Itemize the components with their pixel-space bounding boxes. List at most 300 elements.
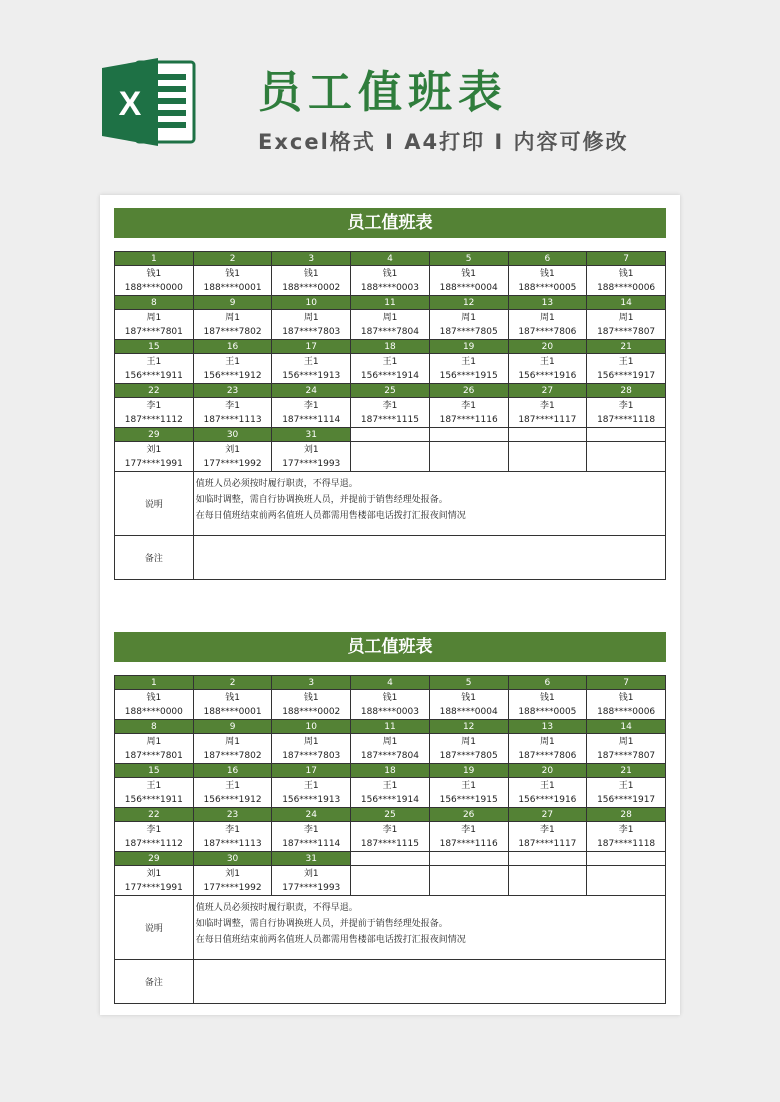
day-number-row [115, 852, 666, 866]
staff-name: 钱1 [146, 268, 162, 279]
day-number: 22 [115, 384, 194, 398]
staff-phone: 188****0001 [203, 706, 262, 717]
staff-name: 钱1 [382, 268, 398, 279]
duty-cell[interactable] [508, 266, 587, 296]
staff-name: 王1 [303, 780, 319, 791]
promo-banner [0, 0, 780, 190]
duty-sheet-2 [114, 632, 666, 1004]
staff-name: 周1 [303, 736, 319, 747]
day-number: 2 [193, 252, 272, 266]
duty-cell[interactable] [429, 866, 508, 896]
duty-cell[interactable] [508, 778, 587, 808]
duty-cell[interactable] [115, 734, 194, 764]
duty-cell[interactable] [193, 310, 272, 340]
staff-phone: 188****0002 [282, 282, 341, 293]
duty-row [115, 398, 666, 428]
duty-cell[interactable] [115, 266, 194, 296]
day-number: 18 [351, 764, 430, 778]
staff-name: 周1 [382, 312, 398, 323]
duty-cell[interactable] [587, 866, 666, 896]
staff-name: 周1 [225, 736, 240, 747]
staff-phone: 187****1118 [597, 838, 656, 849]
staff-name: 刘1 [303, 868, 319, 879]
duty-cell[interactable] [115, 442, 194, 472]
duty-sheet-1 [114, 208, 666, 580]
staff-name: 钱1 [461, 692, 477, 703]
staff-name: 王1 [146, 356, 162, 367]
duty-table [114, 675, 666, 1004]
duty-row [115, 778, 666, 808]
note-line: 如临时调整，需自行协调换班人员，并提前于销售经理处报备。 [195, 495, 448, 505]
duty-cell[interactable] [587, 354, 666, 384]
duty-row [115, 866, 666, 896]
day-number: 9 [193, 720, 272, 734]
staff-name: 周1 [461, 312, 477, 323]
staff-name: 王1 [225, 780, 240, 791]
staff-phone: 156****1914 [360, 370, 419, 381]
notes-label: 说明 [115, 896, 194, 960]
staff-phone: 156****1915 [439, 794, 498, 805]
staff-name: 周1 [461, 736, 477, 747]
day-number: 29 [115, 852, 194, 866]
duty-cell[interactable] [508, 354, 587, 384]
staff-name: 李1 [618, 824, 634, 835]
note-line: 值班人员必须按时履行职责，不得早退。 [195, 903, 358, 913]
staff-phone: 188****0005 [518, 706, 577, 717]
staff-name: 王1 [461, 356, 477, 367]
sheet-title: 员工值班表 [114, 632, 666, 662]
staff-phone: 188****0001 [203, 282, 262, 293]
duty-cell[interactable] [429, 822, 508, 852]
staff-name: 钱1 [382, 692, 398, 703]
day-number: 17 [272, 764, 351, 778]
duty-row [115, 354, 666, 384]
duty-row [115, 310, 666, 340]
staff-name: 王1 [540, 356, 555, 367]
day-number: 7 [587, 676, 666, 690]
duty-cell[interactable] [115, 822, 194, 852]
staff-phone: 187****1113 [203, 414, 262, 425]
day-number: 11 [351, 720, 430, 734]
staff-phone: 187****7807 [597, 326, 656, 337]
day-number: 12 [429, 296, 508, 310]
duty-cell[interactable] [429, 690, 508, 720]
duty-cell[interactable] [587, 442, 666, 472]
staff-phone: 187****7806 [518, 750, 577, 761]
staff-phone: 187****7801 [124, 750, 183, 761]
staff-phone: 187****1114 [282, 414, 341, 425]
staff-phone: 188****0000 [124, 282, 183, 293]
duty-row [115, 442, 666, 472]
staff-phone: 156****1917 [597, 370, 656, 381]
duty-cell[interactable] [429, 354, 508, 384]
duty-cell[interactable] [508, 734, 587, 764]
duty-cell[interactable] [193, 354, 272, 384]
staff-phone: 188****0003 [360, 282, 419, 293]
staff-phone: 177****1991 [124, 882, 183, 893]
staff-name: 钱1 [618, 692, 634, 703]
day-number: 19 [429, 764, 508, 778]
day-number: 16 [193, 764, 272, 778]
day-number: 8 [115, 296, 194, 310]
staff-phone: 187****7805 [439, 326, 498, 337]
duty-cell[interactable] [193, 778, 272, 808]
duty-cell[interactable] [351, 354, 430, 384]
staff-name: 钱1 [540, 692, 555, 703]
staff-name: 李1 [461, 400, 477, 411]
staff-name: 李1 [540, 824, 555, 835]
staff-name: 刘1 [225, 444, 240, 455]
staff-phone: 187****1117 [518, 414, 577, 425]
staff-phone: 187****7803 [282, 326, 341, 337]
staff-phone: 156****1911 [124, 370, 183, 381]
staff-name: 周1 [618, 312, 634, 323]
day-number: 5 [429, 252, 508, 266]
day-number: 1 [115, 676, 194, 690]
duty-cell[interactable] [351, 778, 430, 808]
day-number: 19 [429, 340, 508, 354]
note-line: 值班人员必须按时履行职责，不得早退。 [195, 479, 358, 489]
duty-cell[interactable] [193, 734, 272, 764]
sheet-title: 员工值班表 [114, 208, 666, 238]
duty-cell[interactable] [193, 866, 272, 896]
day-number [587, 852, 666, 866]
staff-phone: 187****7807 [597, 750, 656, 761]
duty-cell[interactable] [587, 310, 666, 340]
duty-cell[interactable] [508, 690, 587, 720]
day-number: 28 [587, 808, 666, 822]
day-number: 16 [193, 340, 272, 354]
staff-name: 王1 [146, 780, 162, 791]
day-number [508, 428, 587, 442]
day-number-row [115, 384, 666, 398]
remark-content[interactable] [193, 960, 665, 1004]
day-number: 24 [272, 808, 351, 822]
day-number: 14 [587, 296, 666, 310]
duty-cell[interactable] [115, 310, 194, 340]
duty-row [115, 690, 666, 720]
staff-phone: 177****1992 [203, 882, 262, 893]
duty-cell[interactable] [193, 690, 272, 720]
staff-phone: 156****1914 [360, 794, 419, 805]
day-number: 10 [272, 296, 351, 310]
staff-phone: 177****1993 [282, 458, 341, 469]
day-number: 30 [193, 428, 272, 442]
staff-phone: 156****1917 [597, 794, 656, 805]
duty-cell[interactable] [429, 442, 508, 472]
staff-phone: 188****0006 [597, 706, 656, 717]
duty-cell[interactable] [351, 822, 430, 852]
duty-cell[interactable] [587, 778, 666, 808]
staff-name: 钱1 [303, 692, 319, 703]
day-number-row [115, 676, 666, 690]
day-number: 31 [272, 852, 351, 866]
staff-name: 钱1 [303, 268, 319, 279]
duty-row [115, 822, 666, 852]
staff-name: 刘1 [146, 868, 162, 879]
staff-phone: 188****0005 [518, 282, 577, 293]
staff-name: 周1 [146, 312, 162, 323]
duty-cell[interactable] [351, 310, 430, 340]
staff-phone: 156****1916 [518, 794, 577, 805]
duty-cell[interactable] [508, 822, 587, 852]
day-number: 9 [193, 296, 272, 310]
duty-cell[interactable] [508, 866, 587, 896]
staff-name: 钱1 [146, 692, 162, 703]
day-number-row [115, 340, 666, 354]
logo-letter: X [118, 85, 142, 123]
day-number: 26 [429, 808, 508, 822]
duty-cell[interactable] [272, 734, 351, 764]
day-number [429, 428, 508, 442]
staff-name: 周1 [225, 312, 240, 323]
duty-cell[interactable] [351, 266, 430, 296]
remark-label: 备注 [115, 960, 194, 1004]
duty-cell[interactable] [272, 398, 351, 428]
duty-cell[interactable] [115, 398, 194, 428]
day-number: 11 [351, 296, 430, 310]
duty-cell[interactable] [351, 734, 430, 764]
staff-phone: 187****7802 [203, 750, 262, 761]
staff-phone: 187****1118 [597, 414, 656, 425]
staff-name: 王1 [303, 356, 319, 367]
staff-name: 周1 [618, 736, 634, 747]
staff-name: 钱1 [461, 268, 477, 279]
duty-cell[interactable] [272, 778, 351, 808]
day-number: 25 [351, 808, 430, 822]
duty-cell[interactable] [508, 310, 587, 340]
day-number: 13 [508, 720, 587, 734]
day-number: 10 [272, 720, 351, 734]
day-number: 23 [193, 808, 272, 822]
staff-phone: 187****7806 [518, 326, 577, 337]
staff-phone: 187****1114 [282, 838, 341, 849]
day-number: 15 [115, 340, 194, 354]
remark-label: 备注 [115, 536, 194, 580]
staff-name: 李1 [618, 400, 634, 411]
duty-row [115, 734, 666, 764]
staff-phone: 177****1992 [203, 458, 262, 469]
day-number: 13 [508, 296, 587, 310]
duty-cell[interactable] [351, 398, 430, 428]
day-number: 14 [587, 720, 666, 734]
notes-content[interactable] [193, 472, 665, 536]
staff-name: 周1 [540, 736, 555, 747]
day-number: 31 [272, 428, 351, 442]
staff-phone: 188****0004 [439, 706, 498, 717]
day-number: 4 [351, 252, 430, 266]
remark-row [115, 960, 666, 1004]
duty-cell[interactable] [272, 354, 351, 384]
day-number: 8 [115, 720, 194, 734]
staff-phone: 187****1117 [518, 838, 577, 849]
staff-phone: 187****1116 [439, 414, 498, 425]
staff-phone: 188****0004 [439, 282, 498, 293]
staff-phone: 156****1912 [203, 794, 262, 805]
day-number: 21 [587, 340, 666, 354]
note-line: 在每日值班结束前两名值班人员都需用售楼部电话拨打汇报夜间情况 [195, 511, 466, 521]
staff-phone: 156****1913 [282, 794, 341, 805]
duty-cell[interactable] [508, 398, 587, 428]
duty-cell[interactable] [272, 690, 351, 720]
duty-cell[interactable] [115, 778, 194, 808]
duty-cell[interactable] [587, 734, 666, 764]
duty-cell[interactable] [272, 266, 351, 296]
duty-cell[interactable] [587, 266, 666, 296]
staff-phone: 156****1915 [439, 370, 498, 381]
day-number: 17 [272, 340, 351, 354]
duty-cell[interactable] [272, 310, 351, 340]
staff-name: 周1 [146, 736, 162, 747]
duty-cell[interactable] [272, 822, 351, 852]
duty-cell[interactable] [351, 442, 430, 472]
duty-cell[interactable] [587, 398, 666, 428]
staff-name: 李1 [146, 824, 162, 835]
day-number: 3 [272, 252, 351, 266]
document-page [100, 195, 680, 1015]
staff-phone: 187****1115 [360, 414, 419, 425]
staff-name: 钱1 [540, 268, 555, 279]
day-number [351, 852, 430, 866]
staff-name: 王1 [461, 780, 477, 791]
duty-cell[interactable] [193, 398, 272, 428]
duty-cell[interactable] [429, 778, 508, 808]
day-number [587, 428, 666, 442]
staff-phone: 187****1112 [124, 414, 183, 425]
duty-cell[interactable] [193, 822, 272, 852]
day-number: 18 [351, 340, 430, 354]
duty-cell[interactable] [508, 442, 587, 472]
duty-table [114, 251, 666, 580]
staff-name: 李1 [382, 824, 398, 835]
day-number: 20 [508, 764, 587, 778]
day-number: 20 [508, 340, 587, 354]
staff-name: 刘1 [303, 444, 319, 455]
staff-name: 李1 [540, 400, 555, 411]
day-number-row [115, 808, 666, 822]
staff-phone: 156****1911 [124, 794, 183, 805]
notes-label: 说明 [115, 472, 194, 536]
banner-title: 员工值班表 [258, 67, 508, 118]
staff-name: 李1 [225, 824, 240, 835]
staff-name: 周1 [540, 312, 555, 323]
staff-phone: 187****7802 [203, 326, 262, 337]
day-number: 27 [508, 808, 587, 822]
duty-cell[interactable] [115, 690, 194, 720]
note-line: 在每日值班结束前两名值班人员都需用售楼部电话拨打汇报夜间情况 [195, 935, 466, 945]
staff-phone: 187****1113 [203, 838, 262, 849]
notes-row [115, 472, 666, 536]
duty-cell[interactable] [587, 822, 666, 852]
duty-cell[interactable] [351, 866, 430, 896]
staff-phone: 188****0003 [360, 706, 419, 717]
day-number: 5 [429, 676, 508, 690]
day-number: 23 [193, 384, 272, 398]
day-number: 6 [508, 676, 587, 690]
day-number [351, 428, 430, 442]
day-number-row [115, 296, 666, 310]
staff-name: 李1 [146, 400, 162, 411]
day-number: 22 [115, 808, 194, 822]
duty-cell[interactable] [193, 442, 272, 472]
excel-logo-icon [98, 52, 198, 152]
staff-name: 周1 [382, 736, 398, 747]
staff-phone: 156****1913 [282, 370, 341, 381]
staff-phone: 187****1112 [124, 838, 183, 849]
staff-phone: 187****7804 [360, 750, 419, 761]
staff-name: 钱1 [225, 268, 240, 279]
duty-cell[interactable] [115, 354, 194, 384]
notes-row [115, 896, 666, 960]
staff-phone: 187****1116 [439, 838, 498, 849]
day-number: 21 [587, 764, 666, 778]
staff-name: 王1 [540, 780, 555, 791]
staff-name: 王1 [618, 780, 634, 791]
staff-phone: 187****7805 [439, 750, 498, 761]
day-number: 24 [272, 384, 351, 398]
staff-phone: 187****7803 [282, 750, 341, 761]
remark-content[interactable] [193, 536, 665, 580]
staff-name: 钱1 [618, 268, 634, 279]
day-number-row [115, 764, 666, 778]
staff-name: 王1 [225, 356, 240, 367]
day-number: 6 [508, 252, 587, 266]
duty-row [115, 266, 666, 296]
day-number: 15 [115, 764, 194, 778]
staff-name: 王1 [382, 780, 398, 791]
staff-name: 李1 [225, 400, 240, 411]
day-number: 12 [429, 720, 508, 734]
staff-name: 李1 [303, 824, 319, 835]
staff-phone: 177****1991 [124, 458, 183, 469]
day-number: 4 [351, 676, 430, 690]
staff-name: 李1 [382, 400, 398, 411]
day-number-row [115, 428, 666, 442]
duty-cell[interactable] [429, 734, 508, 764]
day-number-row [115, 720, 666, 734]
staff-phone: 187****1115 [360, 838, 419, 849]
duty-cell[interactable] [193, 266, 272, 296]
day-number: 26 [429, 384, 508, 398]
staff-name: 李1 [303, 400, 319, 411]
staff-name: 周1 [303, 312, 319, 323]
day-number: 2 [193, 676, 272, 690]
staff-phone: 187****7804 [360, 326, 419, 337]
day-number: 1 [115, 252, 194, 266]
day-number: 30 [193, 852, 272, 866]
staff-phone: 156****1912 [203, 370, 262, 381]
duty-cell[interactable] [429, 266, 508, 296]
duty-cell[interactable] [272, 866, 351, 896]
duty-cell[interactable] [115, 866, 194, 896]
duty-cell[interactable] [587, 690, 666, 720]
banner-subtitle: Excel格式 I A4打印 I 内容可修改 [258, 130, 629, 154]
notes-content[interactable] [193, 896, 665, 960]
staff-name: 刘1 [225, 868, 240, 879]
staff-phone: 188****0006 [597, 282, 656, 293]
day-number [508, 852, 587, 866]
duty-cell[interactable] [272, 442, 351, 472]
duty-cell[interactable] [429, 310, 508, 340]
day-number: 27 [508, 384, 587, 398]
staff-name: 李1 [461, 824, 477, 835]
staff-name: 钱1 [225, 692, 240, 703]
duty-cell[interactable] [429, 398, 508, 428]
day-number: 25 [351, 384, 430, 398]
duty-cell[interactable] [351, 690, 430, 720]
day-number [429, 852, 508, 866]
staff-name: 刘1 [146, 444, 162, 455]
